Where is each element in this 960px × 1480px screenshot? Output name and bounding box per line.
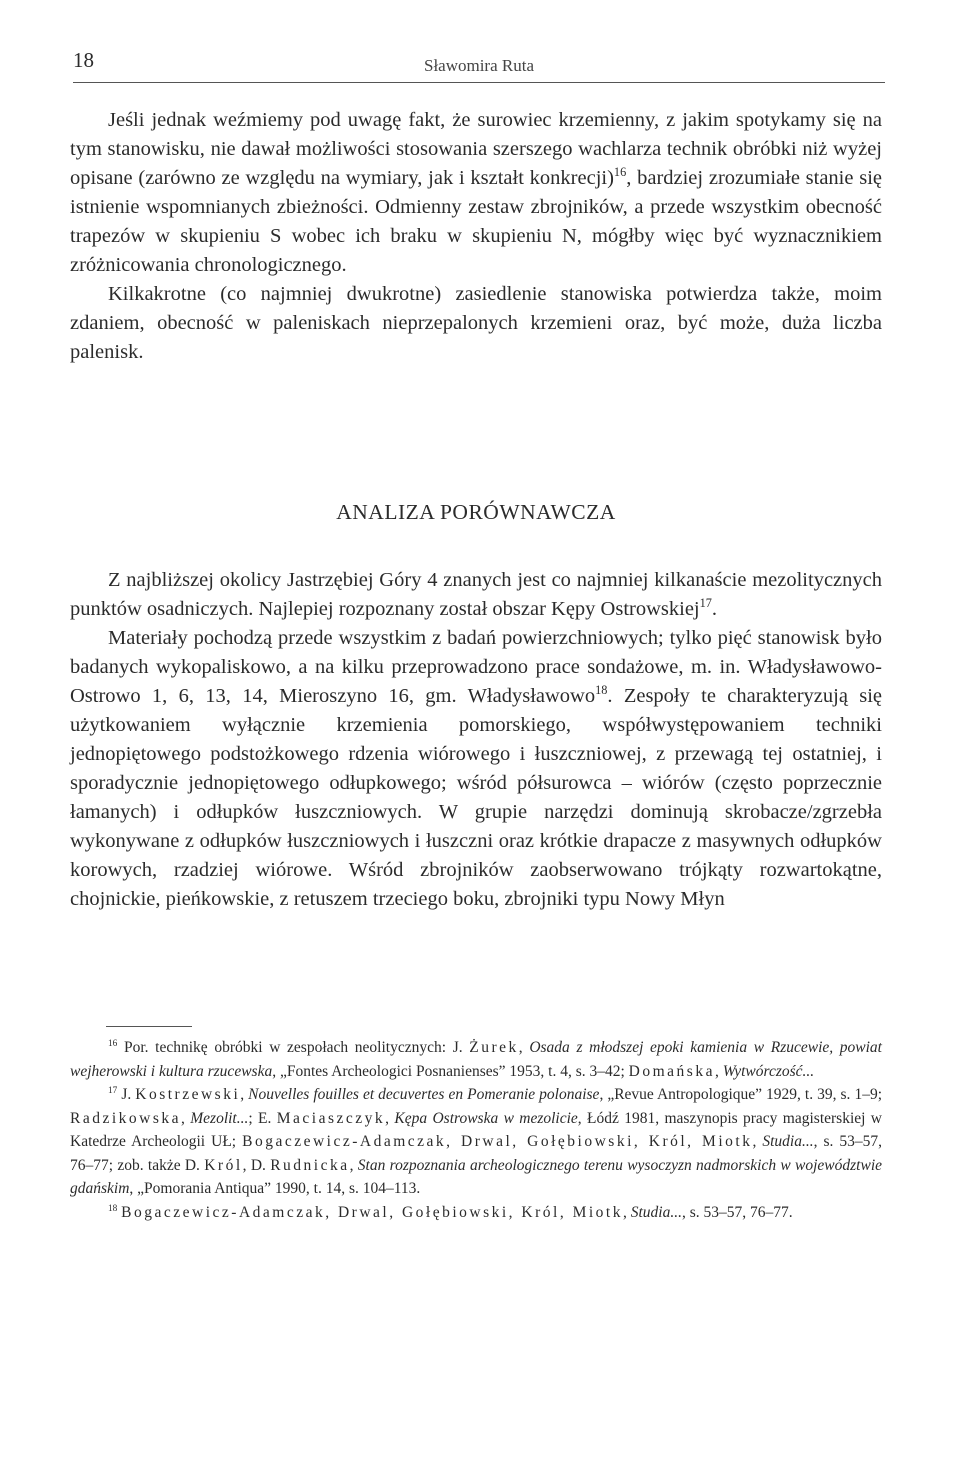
footnote-number: 16	[108, 1038, 118, 1049]
author-name: Król	[204, 1156, 243, 1174]
footnote-16: $^{16}$ Por. technikę obróbki w zespołach neolitycznych: J. Żurek, Osada z młodszej epoki kamienia w Rzucewie, powiat wejherowski i kultura rzucewska, „Fontes Archeologici Posnanienses” 1953, t. 4, s. 3–42; Domańska, Wytwórczość...	[70, 1038, 882, 1080]
body-text	[70, 106, 882, 367]
author-name: Bogaczewicz-Adamczak, Drwal, Gołębiowski, Król, Miotk	[121, 1203, 623, 1221]
paragraph-3: Z najbliższej okolicy Jastrzębiej Góry 4 znanych jest co najmniej kilkanaście mezolitycznych punktów osadniczych. Najlepiej rozpoznany został obszar Kępy Ostrowskiej$^{17}$.	[70, 569, 882, 620]
author-name: Domańska	[628, 1062, 715, 1080]
footnote-ref-17[interactable]: 17	[699, 596, 712, 611]
author-name: Rudnicka	[270, 1156, 350, 1174]
section-heading: ANALIZA PORÓWNAWCZA	[336, 500, 616, 524]
work-title: Mezolit...	[190, 1109, 249, 1127]
author-name: Radzikowska	[70, 1109, 182, 1127]
footnote-number: 18	[108, 1203, 118, 1214]
footnote-17: $^{17}$ J. Kostrzewski, Nouvelles fouilles et decuvertes en Pomeranie polonaise, „Revue Antropologique” 1929, t. 39, s. 1–9; Radzikowska, Mezolit...; E. Maciaszczyk, Kępa Ostrowska w mezolicie, Łódź 1981, maszynopis pracy magisterskiej w Katedrze Archeologii UŁ; Bogaczewicz-Adamczak, Drwal, Gołębiowski, Król, Miotk, Studia..., s. 53–57, 76–77; zob. także D. Król, D. Rudnicka, Stan rozpoznania archeologicznego terenu wysoczyzn nadmorskich w województwie gdańskim, „Pomorania Antiqua” 1990, t. 14, s. 104–113.	[70, 1085, 883, 1197]
section-body-text	[70, 566, 882, 914]
footnote-18: $^{18}$ Bogaczewicz-Adamczak, Drwal, Gołębiowski, Król, Miotk, Studia..., s. 53–57, 76–77.	[108, 1203, 793, 1221]
work-title: Osada z młodszej epoki kamienia w Rzucewie, powiat wejherowski i kultura rzucewska	[70, 1039, 882, 1080]
author-name: Żurek	[469, 1039, 519, 1056]
footnote-ref-16[interactable]: 16	[613, 165, 627, 180]
author-name: Maciaszczyk	[276, 1109, 386, 1127]
paragraph-4: Materiały pochodzą przede wszystkim z badań powierzchniowych; tylko pięć stanowisk było badanych wykopaliskowo, a na kilku przeprowadzono prace sondażowe, m. in. Władysławowo-Ostrowo 1, 6, 13, 14, Mieroszyno 16, gm. Władysławowo$^{18}$. Zespoły te charakteryzują się użytkowaniem wyłącznie krzemienia pomorskiego, współwystępowaniem techniki jednopiętowego podstożkowego rdzenia wiórowego i łuszczniowej, z przewagą tej ostatniej, i sporadycznie jednopiętowego odłupkowego; wśród półsurowca – wiórów (często poprzecznie łamanych) i odłupków łuszczniowych. W grupie narzędzi dominują skrobacze/zgrzebła wykonywane z odłupków łuszczniowych i łuszczni oraz krótkie drapacze z masywnych odłupków korowych, rzadziej wiórowe. Wśród zbrojników zaobserwowano trójkąty rozwartokątne, chojnickie, pieńkowskie, z retuszem trzeciego boku, zbrojniki typu Nowy Młyn	[70, 627, 882, 910]
footnote-divider	[106, 1026, 192, 1027]
footnote-ref-18[interactable]: 18	[595, 683, 608, 698]
author-name: Kostrzewski	[135, 1086, 241, 1103]
work-title: Stan rozpoznania archeologicznego terenu wysoczyzn nadmorskich w województwie gdańskim	[70, 1156, 883, 1197]
paragraph-1: Jeśli jednak weźmiemy pod uwagę fakt, że surowiec krzemienny, z jakim spotykamy się na tym stanowisku, nie dawał możliwości stosowania szerszego wachlarza technik obróbki niż wyżej opisane (zarówno ze względu na wymiary, jak i kształt konkrecji)$^{16}$, bardziej zrozumiałe stanie się istnienie wspomnianych zbieżności. Odmienny zestaw zbrojników, a przede wszystkim obecność trapezów w skupieniu S wobec ich braku w skupieniu N, mógłby więc być wyznacznikiem zróżnicowania chronologicznego.	[70, 109, 882, 276]
work-title: Nouvelles fouilles et decuvertes en Pomeranie polonaise	[248, 1086, 600, 1103]
author-name: Bogaczewicz-Adamczak, Drwal, Gołębiowski, Król, Miotk	[242, 1133, 753, 1150]
page-number: 18	[73, 48, 94, 72]
work-title: Studia...	[762, 1133, 814, 1150]
work-title: Wytwórczość...	[722, 1062, 815, 1080]
page-header	[73, 44, 885, 83]
work-title: Kępa Ostrowska w mezolicie	[394, 1109, 578, 1127]
work-title: Studia...	[630, 1203, 682, 1221]
running-head: Sławomira Ruta	[423, 56, 534, 75]
footnote-number: 17	[108, 1085, 118, 1096]
paragraph-2: Kilkakrotne (co najmniej dwukrotne) zasiedlenie stanowiska potwierdza także, moim zdaniem, obecność w paleniskach nieprzepalonych krzemieni oraz, być może, duża liczba palenisk.	[70, 283, 882, 363]
footnotes	[70, 1036, 882, 1224]
